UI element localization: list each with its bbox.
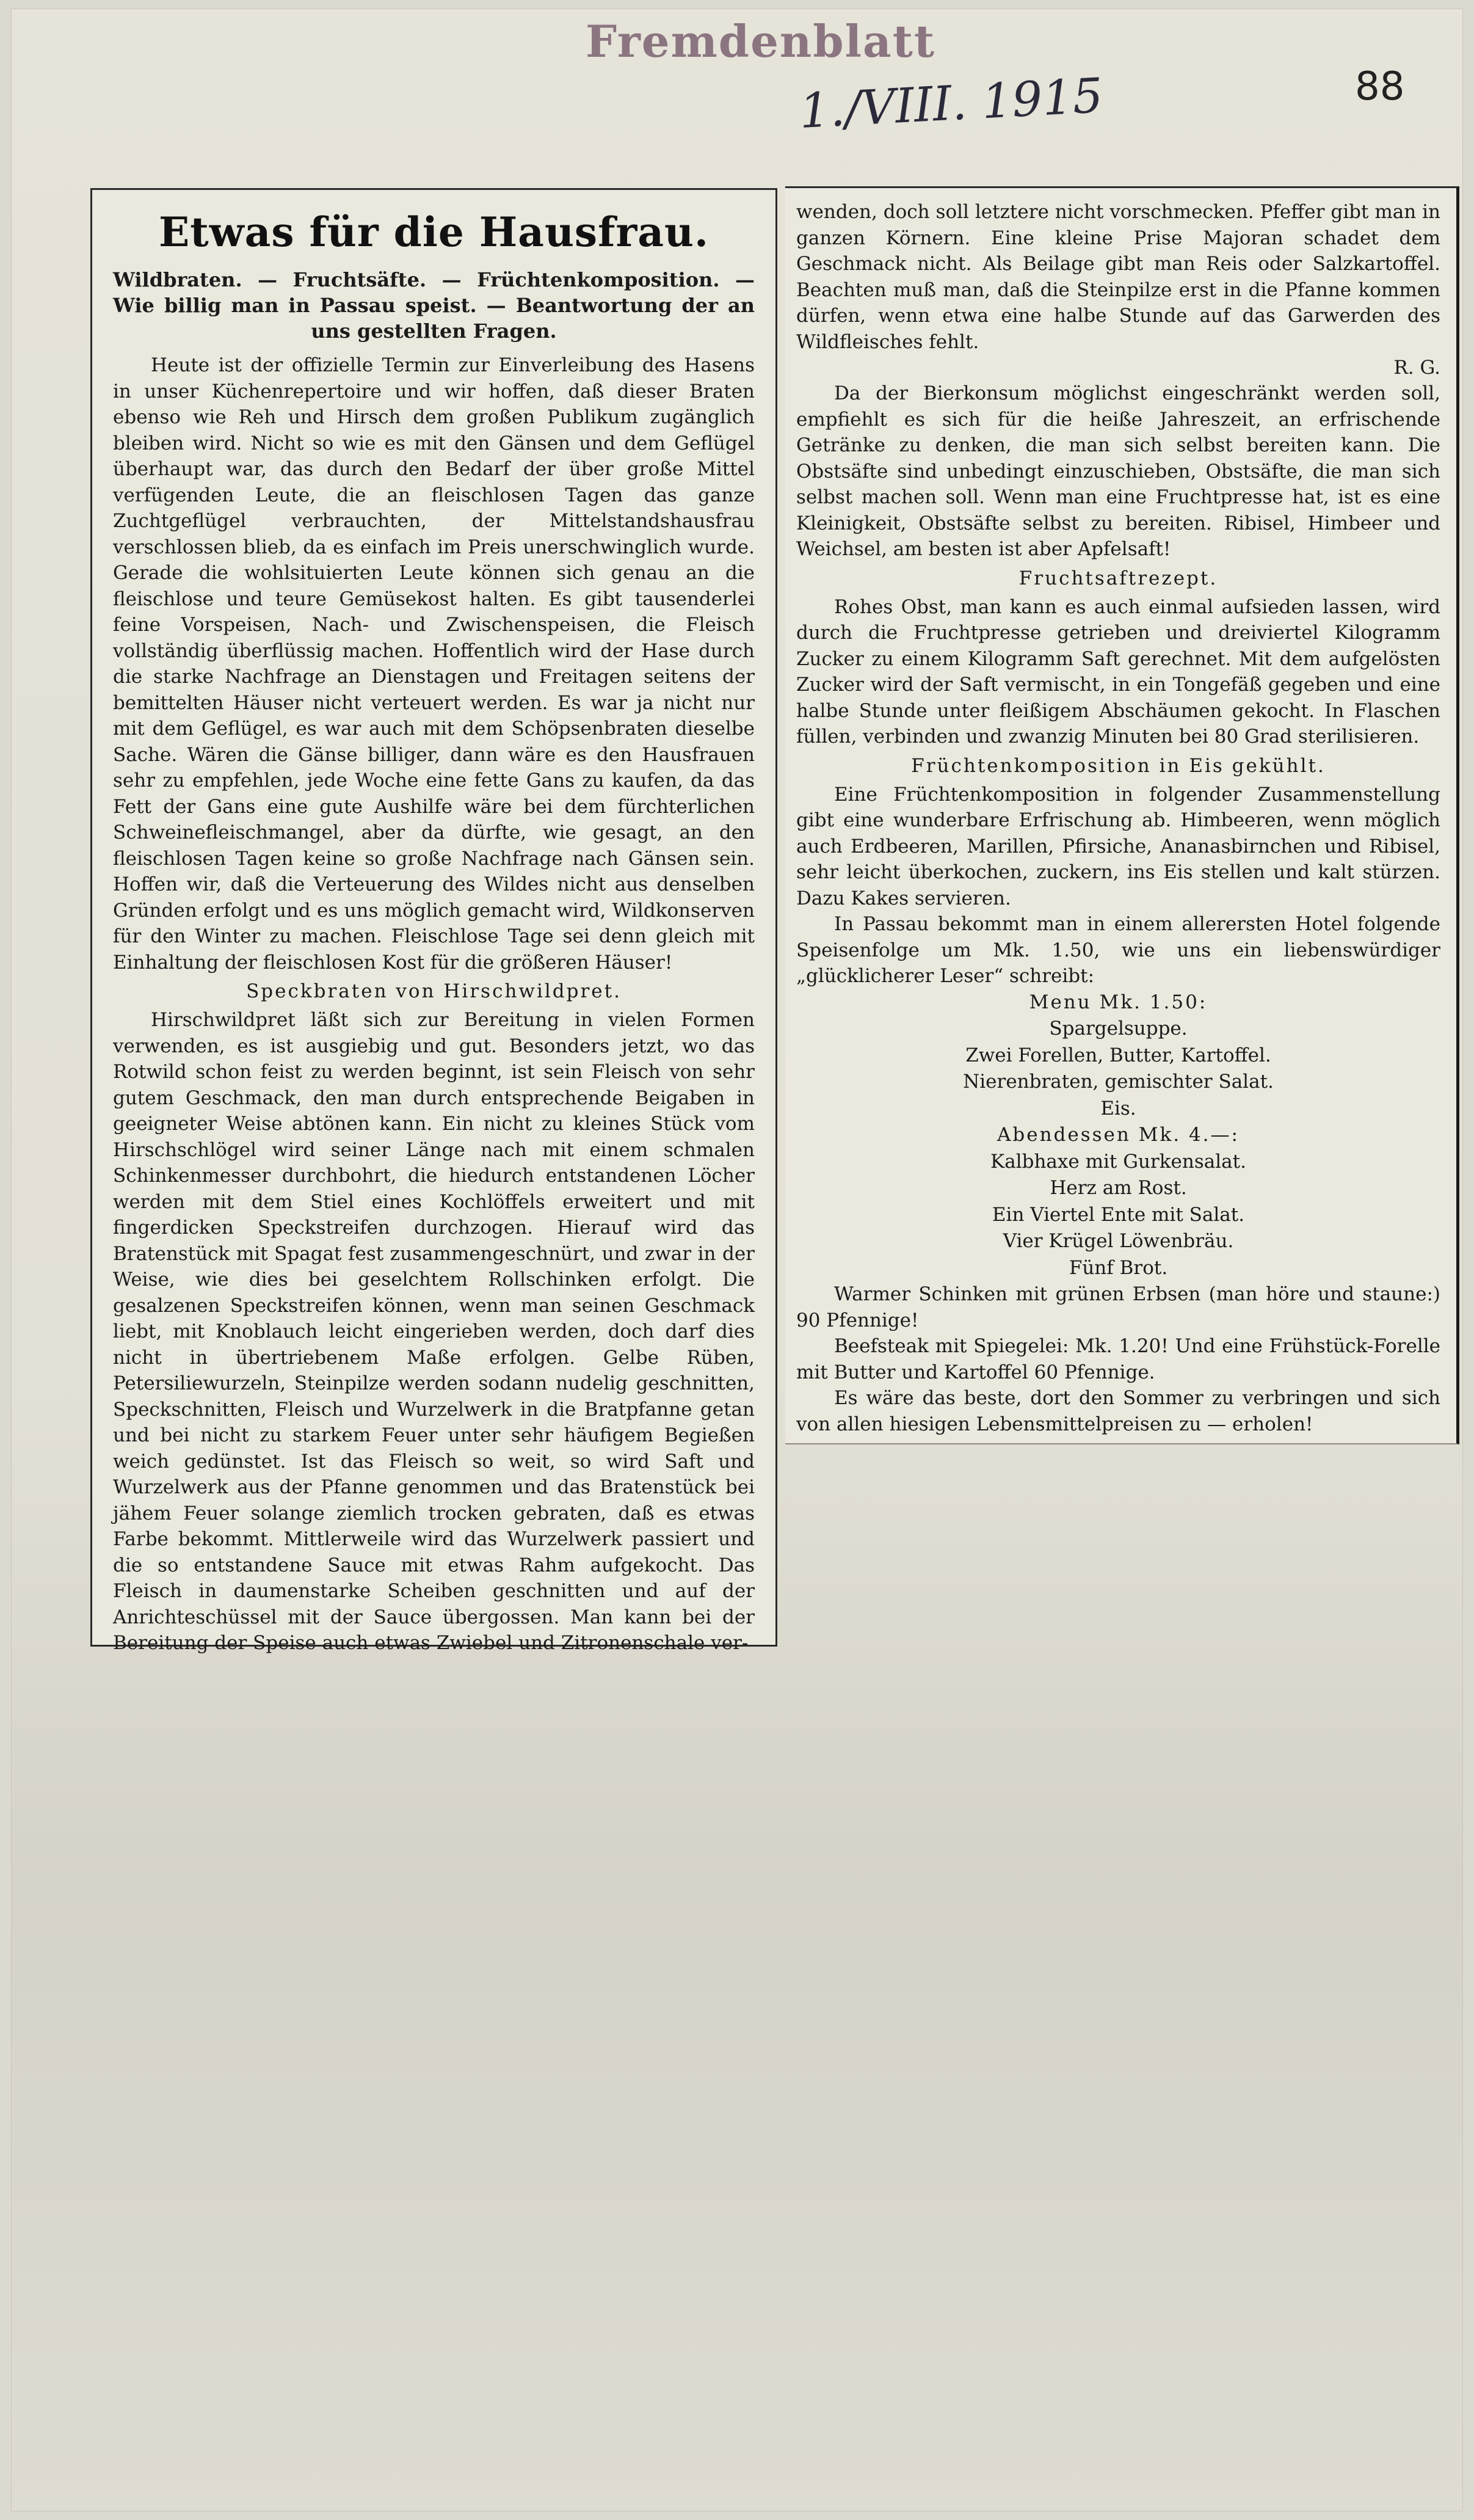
menu2-item: Kalbhaxe mit Gurkensalat. [990, 1150, 1246, 1173]
handwritten-date: 1./VIII. 1915 [797, 68, 1105, 139]
fruchtsaft-paragraph: Rohes Obst, man kann es auch einmal aufsieden lassen, wird durch die Fruchtpresse getrieben und dreiviertel Kilogramm Zucker zu einem Kilogramm Saft gerechnet. Mit dem aufgelösten Zucker wird der Saft vermischt, in ein Tongefäß gegeben und eine halbe Stunde unter fleißigem Abschäumen gekocht. In Flaschen füllen, verbinden und zwanzig Minuten bei 80 Grad sterilisieren. [796, 595, 1440, 748]
newspaper-stamp: Fremdenblatt [586, 15, 936, 67]
continuation-paragraph: wenden, doch soll letztere nicht vorschmecken. Pfeffer gibt man in ganzen Körnern. Eine kleine Prise Majoran schadet dem Geschmack nicht. Als Beilage gibt man Reis oder Salzkartoffel. Beachten muß man, daß die Steinpilze erst in die Pfanne kommen dürfen, wenn etwa eine halbe Stunde auf das Garwerden des Wildfleisches fehlt. [796, 201, 1440, 353]
menu2-item: Herz am Rost. [1050, 1177, 1187, 1199]
author-signature: R. G. [1393, 357, 1440, 379]
closing-paragraph: Es wäre das beste, dort den Sommer zu verbringen und sich von allen hiesigen Lebensmittelpreisen zu — erholen! [796, 1387, 1440, 1435]
menu1-item: Spargelsuppe. [1049, 1018, 1188, 1040]
menu2-item: Fünf Brot. [1069, 1256, 1168, 1279]
beefsteak-paragraph: Beefsteak mit Spiegelei: Mk. 1.20! Und eine Frühstück-Forelle mit Butter und Kartoffel 60 Pfennige. [796, 1335, 1440, 1383]
section-title-fruchtsaft: Fruchtsaftrezept. [1018, 567, 1218, 589]
obstsaft-paragraph: Da der Bierkonsum möglichst eingeschränkt werden soll, empfiehlt es sich für die heiße Jahreszeit, an erfrischende Getränke zu denken, die man sich selbst bereiten kann. Die Obstsäfte sind unbedingt einzuschieben, Obstsäfte, die man sich selbst machen soll. Wenn man eine Fruchtpresse hat, ist es eine Kleinigkeit, Obstsäfte selbst zu bereiten. Ribisel, Himbeer und Weichsel, am besten ist aber Apfelsaft! [796, 382, 1440, 560]
article-subtitle: Wildbraten. — Fruchtsäfte. — Früchtenkomposition. — Wie billig man in Passau speist. — Beantwortung der an uns gestellten Fragen. [113, 268, 755, 343]
passau-paragraph: In Passau bekommt man in einem allerersten Hotel folgende Speisenfolge um Mk. 1.50, wie uns ein liebenswürdiger „glücklicherer Leser“ schreibt: [796, 913, 1440, 987]
schinken-paragraph: Warmer Schinken mit grünen Erbsen (man höre und staune:) 90 Pfennige! [796, 1283, 1440, 1331]
menu1-item: Zwei Forellen, Butter, Kartoffel. [965, 1044, 1271, 1066]
clipping-right-column [785, 186, 1459, 1444]
menu1-item: Nierenbraten, gemischter Salat. [963, 1071, 1274, 1093]
menu2-item: Ein Viertel Ente mit Salat. [992, 1203, 1245, 1226]
article-title: Etwas für die Hausfrau. [159, 208, 709, 256]
clipping-left-column [90, 188, 777, 1654]
menu2-title: Abendessen Mk. 4.—: [997, 1124, 1240, 1146]
intro-paragraph: Heute ist der offizielle Termin zur Einverleibung des Hasens in unser Küchenrepertoire und wir hoffen, daß dieser Braten ebenso wie Reh und Hirsch dem großen Publikum zugänglich bleiben wird. Nicht so wie es mit den Gänsen und dem Geflügel überhaupt war, das durch den Bedarf der über große Mittel verfügenden Leute, die an fleischlosen Tagen das ganze Zuchtgeflügel verbrauchten, der Mittelstandshausfrau verschlossen blieb, da es einfach im Preis unerschwinglich wurde. Gerade die wohlsituierten Leute können sich genau an die fleischlose und teure Gemüsekost halten. Es gibt tausenderlei feine Vorspeisen, Nach- und Zwischenspeisen, die Fleisch vollständig überflüssig machen. Hoffentlich wird der Hase durch die starke Nachfrage an Dienstagen und Freitagen seitens der bemittelten Häuser nicht verteuert werden. Es war ja nicht nur mit dem Geflügel, es war auch mit dem Schöpsenbraten dieselbe Sache. Wären die Gänse billiger, dann wäre es den Hausfrauen sehr zu empfehlen, jede Woche eine fette Gans zu kaufen, da das Fett der Gans eine gute Aushilfe wäre bei dem fürchterlichen Schweinefleischmangel, aber da dürfte, wie gesagt, an den fleischlosen Tagen keine so große Nachfrage nach Gänsen sein. Hoffen wir, daß die Verteuerung des Wildes nicht aus denselben Gründen erfolgt und es uns möglich gemacht wird, Wildkonserven für den Winter zu machen. Fleischlose Tage sei denn gleich mit Einhaltung der fleischlosen Kost für die größeren Häuser! [113, 354, 755, 974]
section-title-speckbraten: Speckbraten von Hirschwildpret. [246, 980, 622, 1002]
menu1-title: Menu Mk. 1.50: [1029, 991, 1208, 1013]
menu1-item: Eis. [1100, 1097, 1136, 1120]
section-title-fruechtenkomposition: Früchtenkomposition in Eis gekühlt. [911, 754, 1326, 777]
menu2-item: Vier Krügel Löwenbräu. [1003, 1230, 1234, 1252]
fruechtenkomposition-paragraph: Eine Früchtenkomposition in folgender Zusammenstellung gibt eine wunderbare Erfrischung ab. Himbeeren, wenn möglich auch Erdbeeren, Marillen, Pfirsiche, Ananasbirnchen und Ribisel, sehr leicht überkochen, zuckern, ins Eis stellen und kalt stürzen. Dazu Kakes servieren. [796, 783, 1440, 909]
page-number: 88 [1355, 64, 1405, 109]
speckbraten-paragraph: Hirschwildpret läßt sich zur Bereitung in vielen Formen verwenden, es ist ausgiebig und gut. Besonders jetzt, wo das Rotwild schon feist zu werden beginnt, ist sein Fleisch von sehr gutem Geschmack, den man durch entsprechende Beigaben in geeigneter Weise abtönen kann. Ein nicht zu kleines Stück vom Hirschschlögel wird seiner Länge nach mit einem schmalen Schinkenmesser durchbohrt, die hiedurch entstandenen Löcher werden mit dem Stiel eines Kochlöffels erweitert und mit fingerdicken Speckstreifen durchzogen. Hierauf wird das Bratenstück mit Spagat fest zusammengeschnürt, und zwar in der Weise, wie dies bei geselchtem Rollschinken erfolgt. Die gesalzenen Speckstreifen können, wenn man seinen Geschmack liebt, mit Knoblauch leicht eingerieben werden, doch darf dies nicht in übertriebenem Maße erfolgen. Gelbe Rüben, Petersiliewurzeln, Steinpilze werden sodann nudelig geschnitten, Speckschnitten, Fleisch und Wurzelwerk in die Bratpfanne getan und bei nicht zu starkem Feuer unter sehr häufigem Begießen weich gedünstet. Ist das Fleisch so weit, so wird Saft und Wurzelwerk aus der Pfanne genommen und das Bratenstück bei jähem Feuer solange ziemlich trocken gebraten, daß es etwas Farbe bekommt. Mittlerweile wird das Wurzelwerk passiert und die so entstandene Sauce mit etwas Rahm aufgekocht. Das Fleisch in daumenstarke Scheiben geschnitten und auf der Anrichteschüssel mit der Sauce übergossen. Man kann bei der Bereitung der Speise auch etwas Zwiebel und Zitronenschale ver- [113, 1009, 755, 1654]
